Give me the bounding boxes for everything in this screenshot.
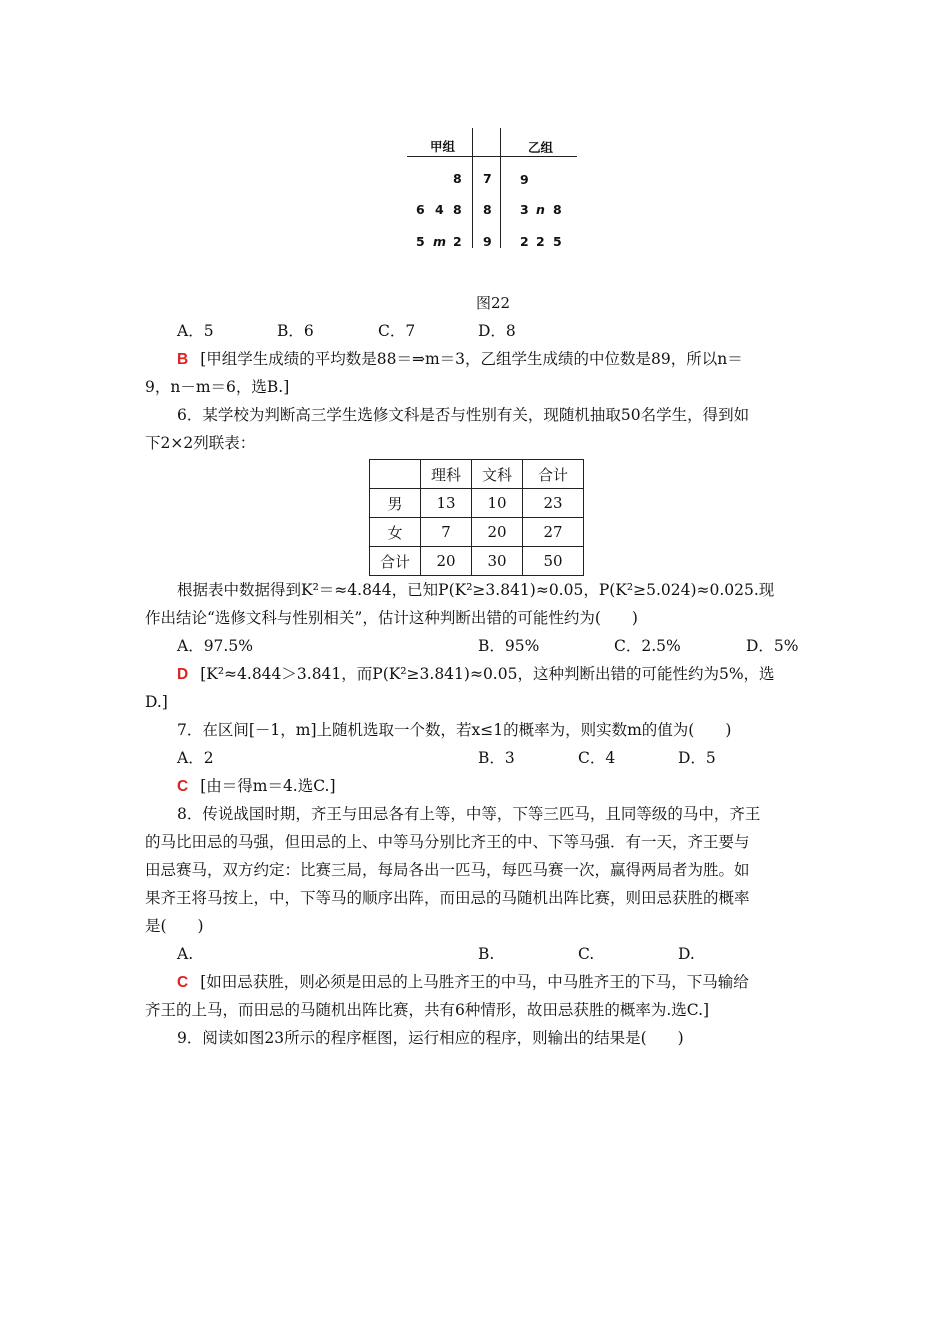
q5-option-c: C．7 [378,322,416,340]
table-row [370,489,584,518]
table-header-cell: 文科 [472,460,523,489]
q7-option-b: B．3 [478,749,515,767]
q5-option-b: B．6 [277,322,314,340]
q8-stem-cont: 田忌赛马，双方约定：比赛三局，每局各出一匹马，每匹马赛一次，赢得两局者为胜。如 [145,861,750,879]
q7-answer [177,776,336,797]
q8-stem-cont: 果齐王将马按上，中，下等马的顺序出阵，而田忌的马随机出阵比赛，则田忌获胜的概率 [145,889,750,907]
q8-option-b: B. [478,945,495,963]
q6-text: 根据表中数据得到K²＝≈4.844，已知P(K²≥3.841)≈0.05，P(K²≥5.024)≈0.025.现 [177,581,775,599]
q6-stem-cont: 下2×2列联表： [145,434,256,452]
q7-option-c: C．4 [578,749,616,767]
stem-leaf-right-divider [500,128,501,248]
table-cell: 50 [523,547,584,576]
leaf-right: n [536,202,545,217]
table-row [370,547,584,576]
q6-option-a: A．97.5% [177,637,253,655]
stem-leaf-header-rule [407,156,577,157]
stem-leaf-left-header: 甲组 [430,139,456,154]
q9-stem: 9．阅读如图23所示的程序框图，运行相应的程序，则输出的结果是( ) [177,1029,684,1047]
q8-answer-cont: 齐王的上马，而田忌的马随机出阵比赛，共有6种情形，故田忌获胜的概率为.选C.] [145,1001,710,1019]
q7-stem: 7．在区间[－1，m]上随机选取一个数，若x≤1的概率为，则实数m的值为( ) [177,721,732,739]
q5-option-d: D．8 [478,322,516,340]
leaf-right: 3 [520,202,529,217]
leaf-right: 5 [553,234,562,249]
q8-answer [177,972,749,993]
q7-answer-text: [由＝得m＝4.选C.] [200,777,336,795]
table-cell: 合计 [370,547,421,576]
q8-option-d: D. [678,945,695,963]
leaf-left: 8 [453,171,462,186]
leaf-left: 6 [416,202,425,217]
table-cell: 10 [472,489,523,518]
q8-answer-text: [如田忌获胜，则必须是田忌的上马胜齐王的中马，中马胜齐王的下马，下马输给 [200,973,749,991]
leaf-right: 2 [536,234,545,249]
q7-option-d: D．5 [678,749,716,767]
table-cell: 女 [370,518,421,547]
q5-answer-text: [甲组学生成绩的平均数是88＝⇒m＝3，乙组学生成绩的中位数是89，所以n＝ [200,350,743,368]
q6-option-d: D．5% [746,637,799,655]
contingency-table [369,459,584,576]
q6-option-c: C．2.5% [614,637,681,655]
table-cell: 7 [421,518,472,547]
q5-answer-cont: 9，n－m＝6，选B.] [145,378,290,396]
leaf-left: 4 [435,202,444,217]
stem-leaf-right-header: 乙组 [528,140,554,155]
q5-answer [177,349,743,370]
q6-stem: 6．某学校为判断高三学生选修文科是否与性别有关，现随机抽取50名学生，得到如 [177,406,750,424]
table-cell: 30 [472,547,523,576]
q8-stem-cont: 是( ) [145,917,204,935]
leaf-right: 8 [553,202,562,217]
q6-answer-letter: D [177,666,189,683]
q8-stem: 8．传说战国时期，齐王与田忌各有上等，中等，下等三匹马，且同等级的马中，齐王 [177,805,761,823]
q8-stem-cont: 的马比田忌的马强，但田忌的上、中等马分别比齐王的中、下等马强．有一天，齐王要与 [145,833,750,851]
leaf-right: 9 [520,172,529,187]
table-row [370,460,584,489]
leaf-left: 5 [416,234,425,249]
q6-text-cont: 作出结论“选修文科与性别相关”，估计这种判断出错的可能性约为( ) [145,609,638,627]
table-cell: 男 [370,489,421,518]
table-cell: 20 [472,518,523,547]
table-cell: 23 [523,489,584,518]
leaf-right: 2 [520,234,529,249]
leaf-left: m [433,234,447,249]
leaf-left: 8 [453,202,462,217]
q5-answer-letter: B [177,351,189,368]
figure-caption: 图22 [476,294,511,312]
q6-option-b: B．95% [478,637,540,655]
q8-option-a: A. [177,945,194,963]
table-cell: 27 [523,518,584,547]
leaf-left: 2 [453,234,462,249]
table-row [370,518,584,547]
q6-answer [177,664,775,685]
q7-option-a: A．2 [177,749,214,767]
q7-answer-letter: C [177,778,189,795]
table-cell: 20 [421,547,472,576]
table-header-cell [370,460,421,489]
q6-answer-cont: D.] [145,693,168,711]
table-header-cell: 理科 [421,460,472,489]
stem: 8 [483,202,492,217]
q6-answer-text: [K²≈4.844＞3.841，而P(K²≥3.841)≈0.05，这种判断出错的可能性约为5%，选 [200,665,775,683]
q8-option-c: C. [578,945,595,963]
stem: 9 [483,234,492,249]
q5-option-a: A．5 [177,322,214,340]
table-cell: 13 [421,489,472,518]
stem: 7 [483,171,492,186]
stem-leaf-left-divider [472,128,473,248]
q8-answer-letter: C [177,974,189,991]
table-header-cell: 合计 [523,460,584,489]
